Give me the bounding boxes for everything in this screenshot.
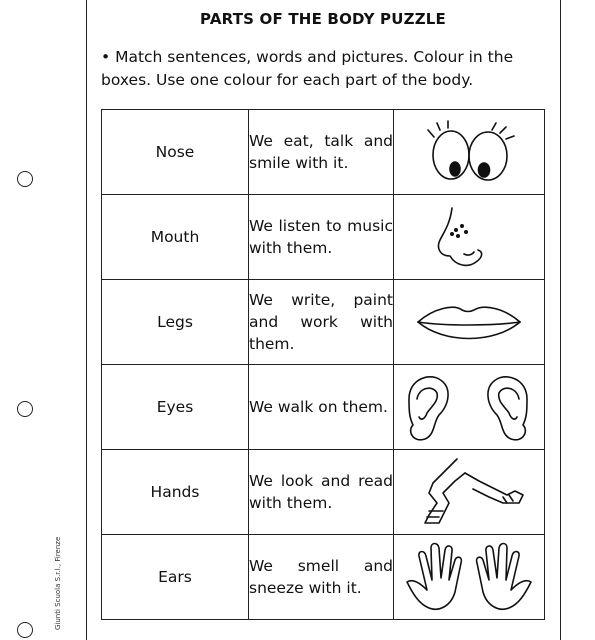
binder-hole bbox=[17, 171, 33, 187]
sentence-text: We eat, talk and smile with it. bbox=[249, 132, 393, 172]
table-row bbox=[102, 450, 545, 535]
sentence-cell[interactable] bbox=[249, 110, 394, 195]
word-label: Eyes bbox=[156, 398, 194, 416]
picture-cell[interactable] bbox=[394, 110, 545, 195]
sentence-cell[interactable] bbox=[249, 280, 394, 365]
sentence-cell[interactable] bbox=[249, 535, 394, 620]
word-cell[interactable] bbox=[102, 450, 249, 535]
table-row bbox=[102, 110, 545, 195]
sentence-cell[interactable] bbox=[249, 195, 394, 280]
binder-hole bbox=[17, 622, 33, 638]
word-cell[interactable] bbox=[102, 195, 249, 280]
picture-cell[interactable] bbox=[394, 535, 545, 620]
word-cell[interactable] bbox=[102, 365, 249, 450]
legs-picture-icon bbox=[399, 453, 539, 531]
sentence-text: We look and read with them. bbox=[249, 472, 393, 512]
worksheet-title: PARTS OF THE BODY PUZZLE bbox=[200, 10, 446, 28]
publisher-credit: Giunti Scuola S.r.l., Firenze bbox=[54, 536, 62, 630]
word-cell[interactable] bbox=[102, 280, 249, 365]
binder-hole bbox=[17, 401, 33, 417]
word-label: Mouth bbox=[150, 228, 200, 246]
ears-picture-icon bbox=[399, 369, 539, 445]
nose-picture-icon bbox=[404, 200, 534, 274]
sentence-text: We listen to music with them. bbox=[249, 217, 393, 257]
hands-picture-icon bbox=[399, 538, 539, 616]
eyes-picture-icon bbox=[404, 117, 534, 187]
picture-cell[interactable] bbox=[394, 195, 545, 280]
word-label: Nose bbox=[155, 143, 195, 161]
sentence-text: We write, paint and work with them. bbox=[249, 291, 393, 353]
table-row bbox=[102, 195, 545, 280]
word-label: Ears bbox=[158, 568, 192, 586]
sentence-text: We smell and sneeze with it. bbox=[249, 557, 393, 597]
word-label: Hands bbox=[150, 483, 200, 501]
lips-picture-icon bbox=[404, 292, 534, 352]
picture-cell[interactable] bbox=[394, 280, 545, 365]
word-label: Legs bbox=[157, 313, 193, 331]
puzzle-table bbox=[101, 109, 545, 620]
table-row bbox=[102, 535, 545, 620]
instructions: • Match sentences, words and pictures. Colour in the boxes. Use one colour for each part of the body. bbox=[101, 48, 514, 89]
word-cell[interactable] bbox=[102, 110, 249, 195]
sentence-text: We walk on them. bbox=[249, 398, 388, 416]
table-row bbox=[102, 280, 545, 365]
table-row bbox=[102, 365, 545, 450]
picture-cell[interactable] bbox=[394, 450, 545, 535]
picture-cell[interactable] bbox=[394, 365, 545, 450]
sentence-cell[interactable] bbox=[249, 450, 394, 535]
word-cell[interactable] bbox=[102, 535, 249, 620]
sentence-cell[interactable] bbox=[249, 365, 394, 450]
